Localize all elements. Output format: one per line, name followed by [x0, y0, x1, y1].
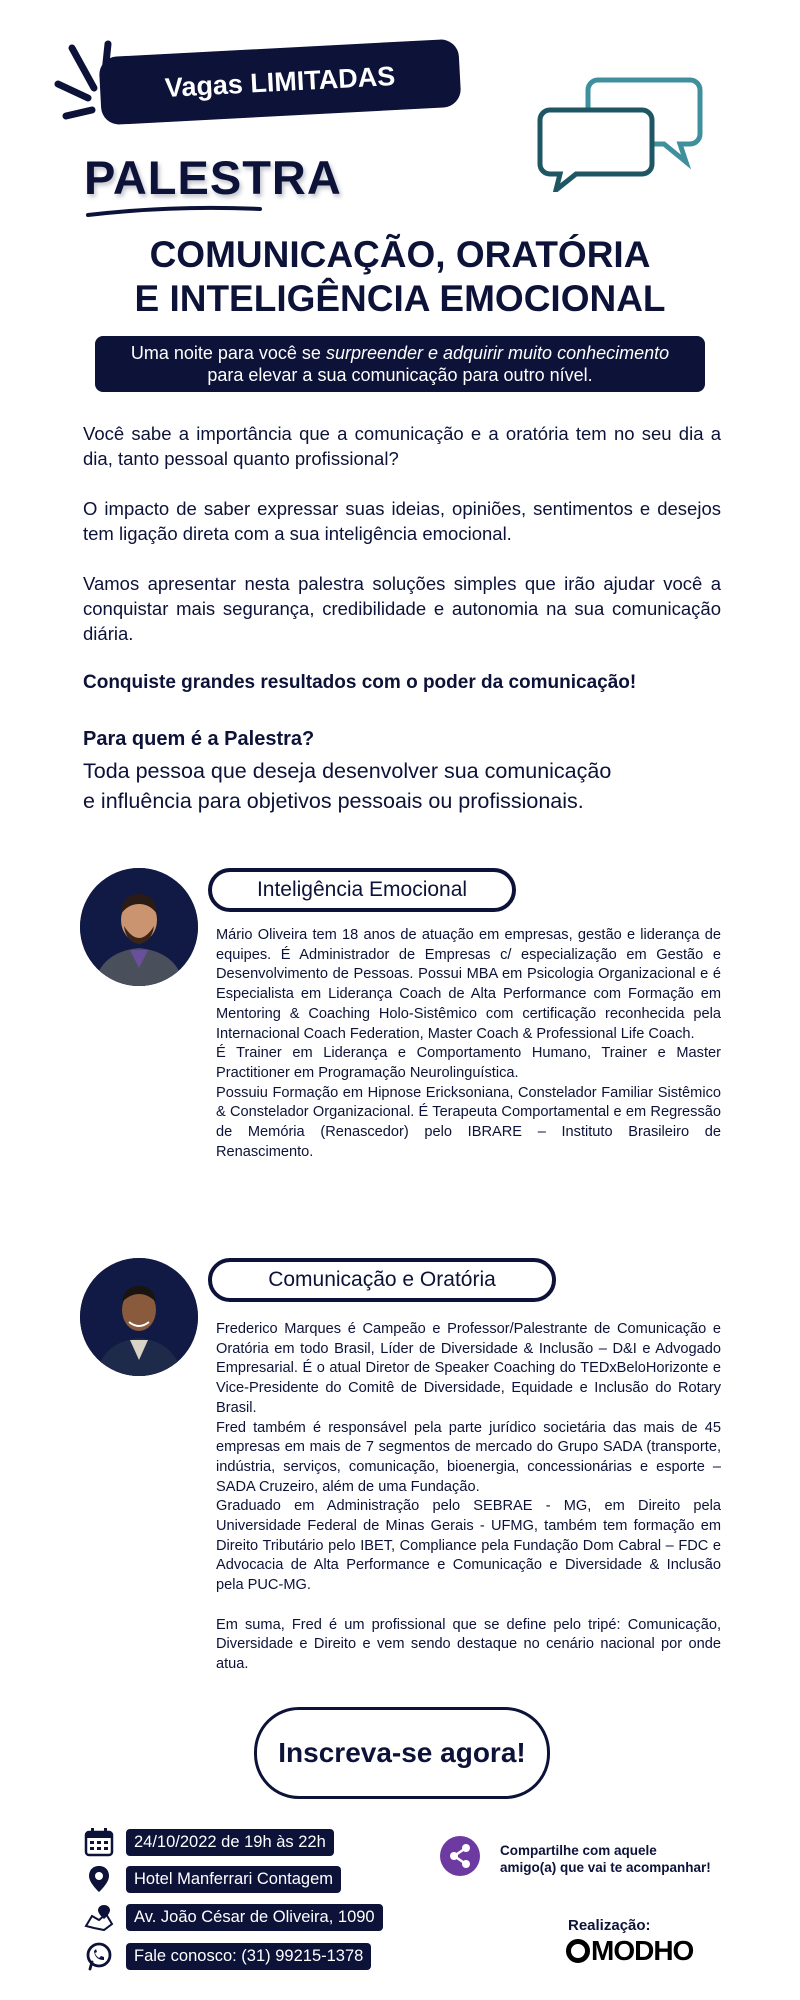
share-message [500, 1842, 711, 1876]
whatsapp-icon [84, 1941, 114, 1971]
event-address: Av. João César de Oliveira, 1090 [126, 1904, 383, 1931]
title-underline [84, 205, 264, 219]
intro-text-italic: surpreender e adquirir muito conhecimento [325, 343, 670, 363]
speaker-2-topic: Comunicação e Oratória [268, 1268, 496, 1291]
speaker-2-bio: Frederico Marques é Campeão e Professor/Palestrante de Comunicação e Oratória em todo Brasil, Líder de Diversidade & Inclusão – D&I e Advogado Empresarial. É o atual Diretor de Speaker Coaching do TEDxBeloHorizonte e Vice-Presidente do Comitê de Diversidade, Equidade e Inclusão do Rotary Brasil. Fred também é responsável pela parte jurídico societária das mais de 45 empresas em mais de 7 segmentos de mercado do Grupo SADA (transporte, indústria, serviços, comunicação, bioenergia, concessionárias e esporte – SADA Cruzeiro, além de uma Fundação. Graduado em Administração pelo SEBRAE - MG, em Direito pela Universidade Federal de Minas Gerais - UFMG, também tem formação em Direito Tributário pelo IBET, Compliance pela Fundação Dom Cabral – FDC e Advocacia de Alta Performance e Comunicação e Diversidade & Inclusão pela PUC-MG. Em suma, Fred é um profissional que se define pelo tripé: Comunicação, Diversidade e Direito e vem sendo destaque no cenário nacional por onde atua. [216, 1321, 721, 1672]
share-nodes-icon [440, 1836, 480, 1876]
register-now-button[interactable]: Inscreva-se agora! [254, 1707, 550, 1799]
speaker-1-bio: Mário Oliveira tem 18 anos de atuação em empresas, gestão e liderança de equipes. É Administrador de Empresas c/ especialização em Gestão e Desenvolvimento de Pessoas. Possui MBA em Psicologia Organizacional e é Especialista em Liderança Coach de Alta Performance com Formação em Mentoring & Coaching Holo-Sistêmico com certificação reconhecida pela Internacional Coach Federation, Master Coach & Professional Life Coach. É Trainer em Liderança e Comportamento Humano, Trainer e Master Practitioner em Programação Neurolinguística. Possuiu Formação em Hipnose Ericksoniana, Constelador Familiar Sistêmico & Constelador Organizacional. É Terapeuta Comportamental e em Regressão de Memória (Renascedor) pelo IBRARE – Instituto Brasileiro de Renascimento. [216, 927, 721, 1160]
event-date: 24/10/2022 de 19h às 22h [126, 1829, 334, 1856]
intro-text-1: Uma noite para você se [130, 343, 326, 363]
paragraph-3: Vamos apresentar nesta palestra soluções simples que irão ajudar você a conquistar mais segurança, credibilidade e autonomia na sua comunicação diária. [83, 573, 721, 644]
share-icon[interactable] [440, 1836, 480, 1876]
share-line-2: amigo(a) que vai te acompanhar! [500, 1860, 711, 1875]
intro-text-2: para elevar a sua comunicação para outro nível. [207, 365, 593, 385]
limited-spots-badge [98, 39, 461, 126]
highlight-line: Conquiste grandes resultados com o poder da comunicação! [83, 672, 637, 693]
audience-question: Para quem é a Palestra? [83, 728, 315, 750]
page-title: PALESTRA [84, 151, 342, 204]
share-line-1: Compartilhe com aquele [500, 1843, 657, 1858]
paragraph-2: O impacto de saber expressar suas ideias, opiniões, sentimentos e desejos tem ligação direta com a sua inteligência emocional. [83, 498, 721, 544]
intro-banner [95, 336, 705, 392]
modho-logo-text: MODHO [591, 1935, 694, 1966]
modho-logo [566, 1935, 693, 1967]
contact-phone: Fale conosco: (31) 99215-1378 [126, 1943, 371, 1970]
speaker-2-topic-pill [208, 1258, 556, 1302]
event-venue: Hotel Manferrari Contagem [126, 1866, 341, 1893]
subtitle-line-1: COMUNICAÇÃO, ORATÓRIA [149, 234, 651, 275]
modho-logo-mark-icon [566, 1939, 590, 1963]
audience-line-1: Toda pessoa que deseja desenvolver sua comunicação [83, 759, 612, 783]
map-icon [84, 1902, 114, 1932]
chat-bubbles-icon [536, 74, 706, 192]
speaker-1-topic: Inteligência Emocional [256, 878, 468, 901]
subtitle-line-2: E INTELIGÊNCIA EMOCIONAL [134, 278, 666, 319]
speaker-2-avatar [80, 1258, 198, 1376]
audience-answer [83, 756, 703, 816]
badge-text: Vagas LIMITADAS [164, 60, 396, 103]
person-silhouette-icon [80, 868, 198, 986]
audience-line-2: e influência para objetivos pessoais ou profissionais. [83, 789, 584, 813]
paragraph-1: Você sabe a importância que a comunicação e a oratória tem no seu dia a dia, tanto pessoal quanto profissional? [83, 423, 721, 469]
event-subtitle [80, 233, 720, 321]
speaker-1-topic-pill [208, 868, 516, 912]
person-silhouette-icon [80, 1258, 198, 1376]
speaker-1-avatar [80, 868, 198, 986]
location-pin-icon [84, 1864, 114, 1894]
calendar-icon [84, 1827, 114, 1857]
organizer-label: Realização: [568, 1917, 651, 1934]
